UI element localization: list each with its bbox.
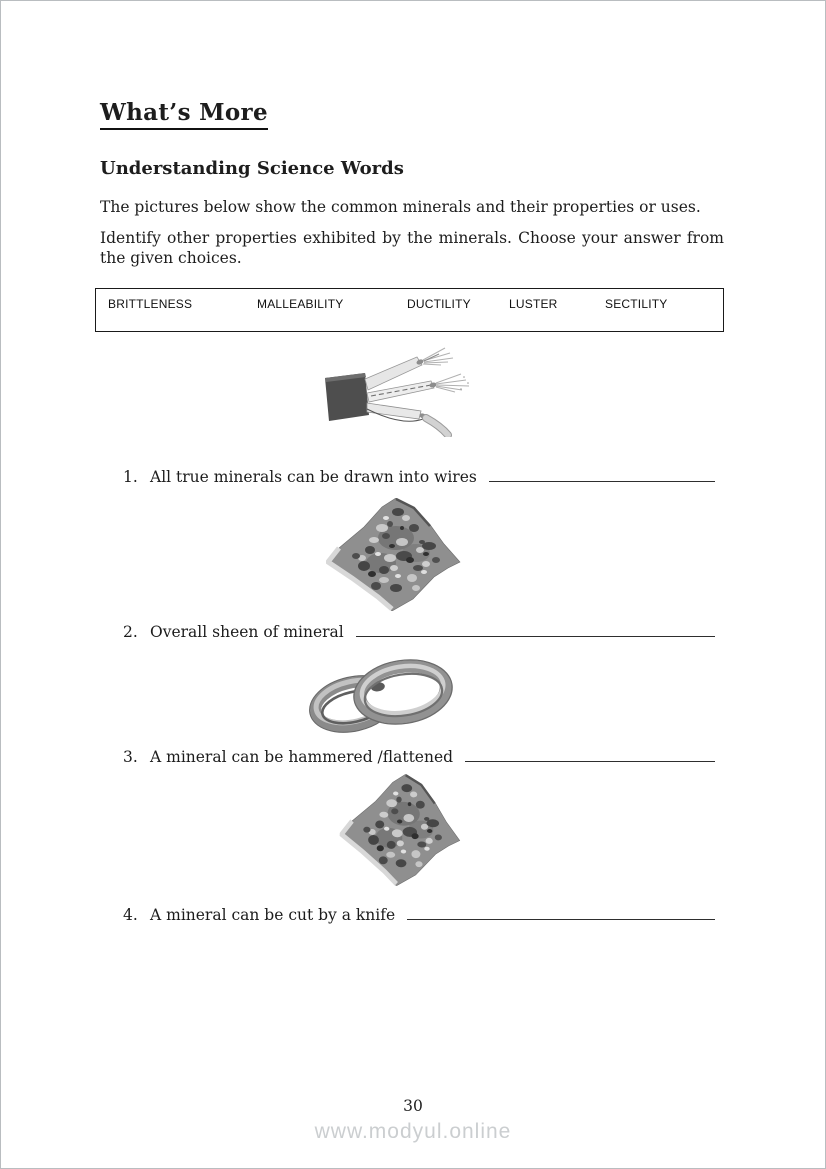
intro-paragraph-2: Identify other properties exhibited by the minerals. Choose your answer from the given choices. [100,229,724,268]
question-1-text: All true minerals can be drawn into wires [150,468,477,487]
question-2-text: Overall sheen of mineral [150,623,344,642]
metal-rings-image [307,652,455,734]
question-1-answer-blank [489,465,715,482]
section-title: Understanding Science Words [100,158,404,179]
watermark: www.modyul.online [314,1120,512,1143]
mineral-rock-image-1 [326,498,462,611]
question-4-number: 4. [123,906,138,925]
question-3-answer-blank [465,745,715,762]
question-4-answer-blank [407,903,715,920]
choice-sectility: SECTILITY [605,297,668,311]
question-4 [123,903,715,924]
question-2-number: 2. [123,623,138,642]
question-3 [123,745,715,766]
word-bank-box [95,288,724,332]
question-3-number: 3. [123,748,138,767]
choice-ductility: DUCTILITY [407,297,471,311]
page-title: What’s More [100,99,268,126]
question-2-answer-blank [356,620,715,637]
question-2 [123,620,715,641]
mineral-rock-image-2 [337,771,465,889]
question-1-number: 1. [123,468,138,487]
intro-paragraph-1: The pictures below show the common minerals and their properties or uses. [100,198,701,216]
question-3-text: A mineral can be hammered /flattened [150,748,454,767]
choice-malleability: MALLEABILITY [257,297,344,311]
stripped-wire-image [321,345,471,437]
question-4-text: A mineral can be cut by a knife [150,906,396,925]
page-number: 30 [403,1097,423,1115]
question-1 [123,465,715,486]
choice-luster: LUSTER [509,297,558,311]
choice-brittleness: BRITTLENESS [108,297,193,311]
